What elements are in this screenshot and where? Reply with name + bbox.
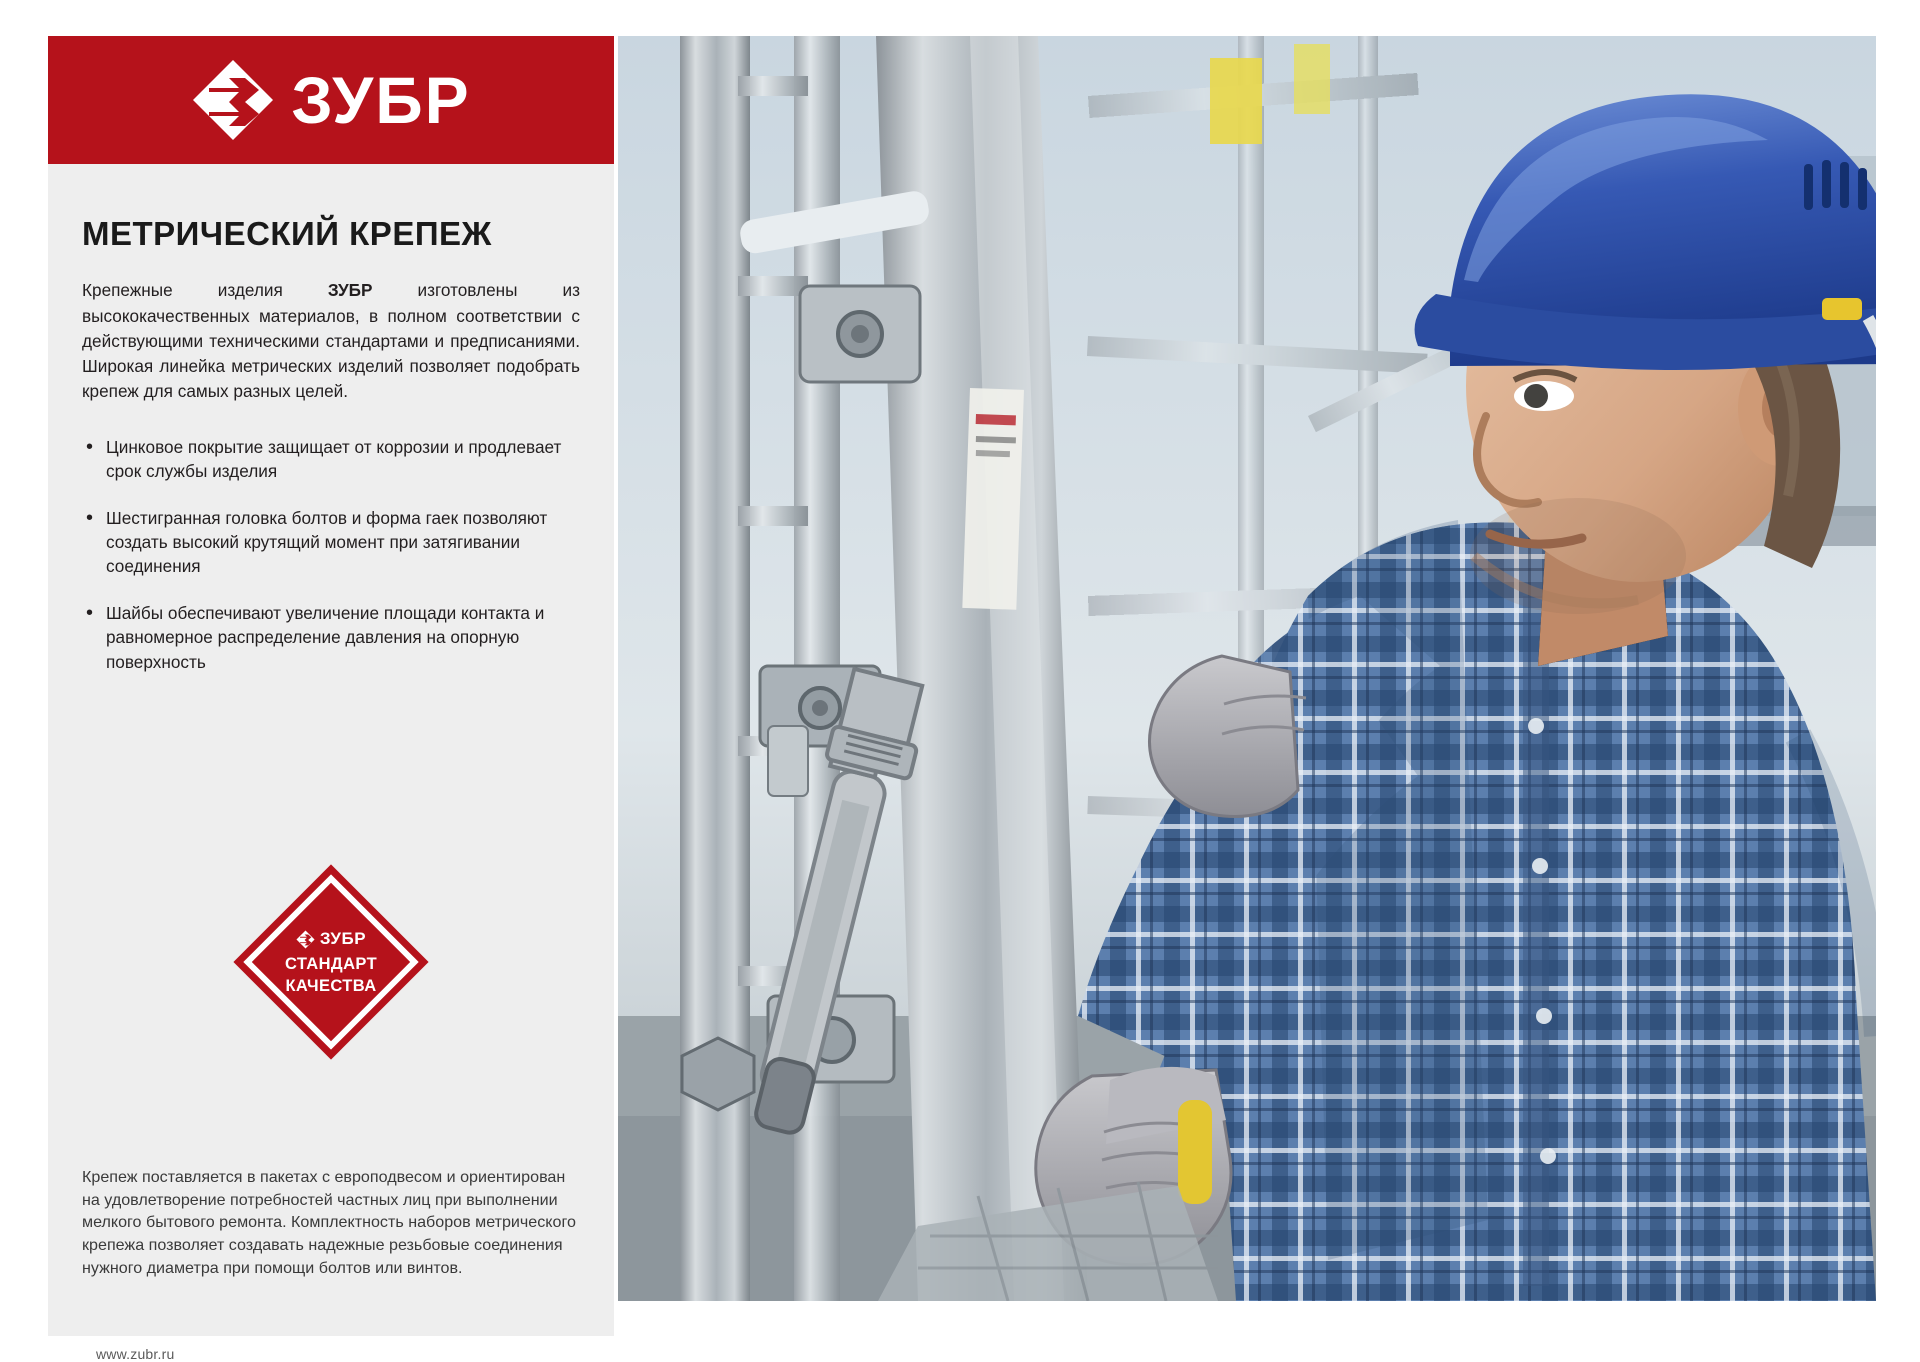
quality-seal-wrap [48,864,614,1060]
brand-name: ЗУБР [291,63,471,137]
seal-face [256,887,406,1037]
list-item [82,506,580,579]
panel-note: Крепеж поставляется в пакетах с европодвесом и ориентирован на удовлетворение потребностей частных лиц при выполнении мелкого бытового ремонта. Комплектность наборов метрического крепежа позволяет создавать надежные резьбовые соединения нужного диаметра при помощи болтов или винтов. [82,1167,576,1278]
feature-list [82,435,580,674]
intro-paragraph [82,278,580,404]
seal-line-1: СТАНДАРТ [284,955,378,974]
page-title: МЕТРИЧЕСКИЙ КРЕПЕЖ [82,215,492,252]
seal-line-2: КАЧЕСТВА [285,976,377,995]
quality-seal-badge [233,864,429,1060]
intro-lead: Крепежные изделия [82,280,328,301]
seal-brand-name: ЗУБР [319,929,367,949]
left-column [48,36,614,1362]
brand-lockup [191,58,470,142]
intro-rest: изготовлены из высококачественных материалов, в полном соответствии с действующими техническими стандартами и предписаниями. Широкая линейка метрических изделий позволяет подобрать крепеж для самых разных целей. [82,280,580,402]
list-item [82,435,580,484]
list-item [82,601,580,674]
info-panel [48,164,614,1336]
product-usage-photo [618,36,1876,1301]
zubr-bison-arrow-icon [296,930,315,949]
website-url: www.zubr.ru [96,1346,175,1362]
zubr-bison-arrow-icon [191,58,275,142]
seal-logo-row [296,929,366,949]
feature-text: Шестигранная головка болтов и форма гаек позволяют создать высокий крутящий момент при затягивании соединения [106,507,548,577]
intro-brand: ЗУБР [327,280,373,301]
feature-text: Цинковое покрытие защищает от коррозии и продлевает срок службы изделия [106,436,562,482]
brand-bar [48,36,614,164]
feature-text: Шайбы обеспечивают увеличение площади контакта и равномерное распределение давления на опорную поверхность [106,602,545,672]
